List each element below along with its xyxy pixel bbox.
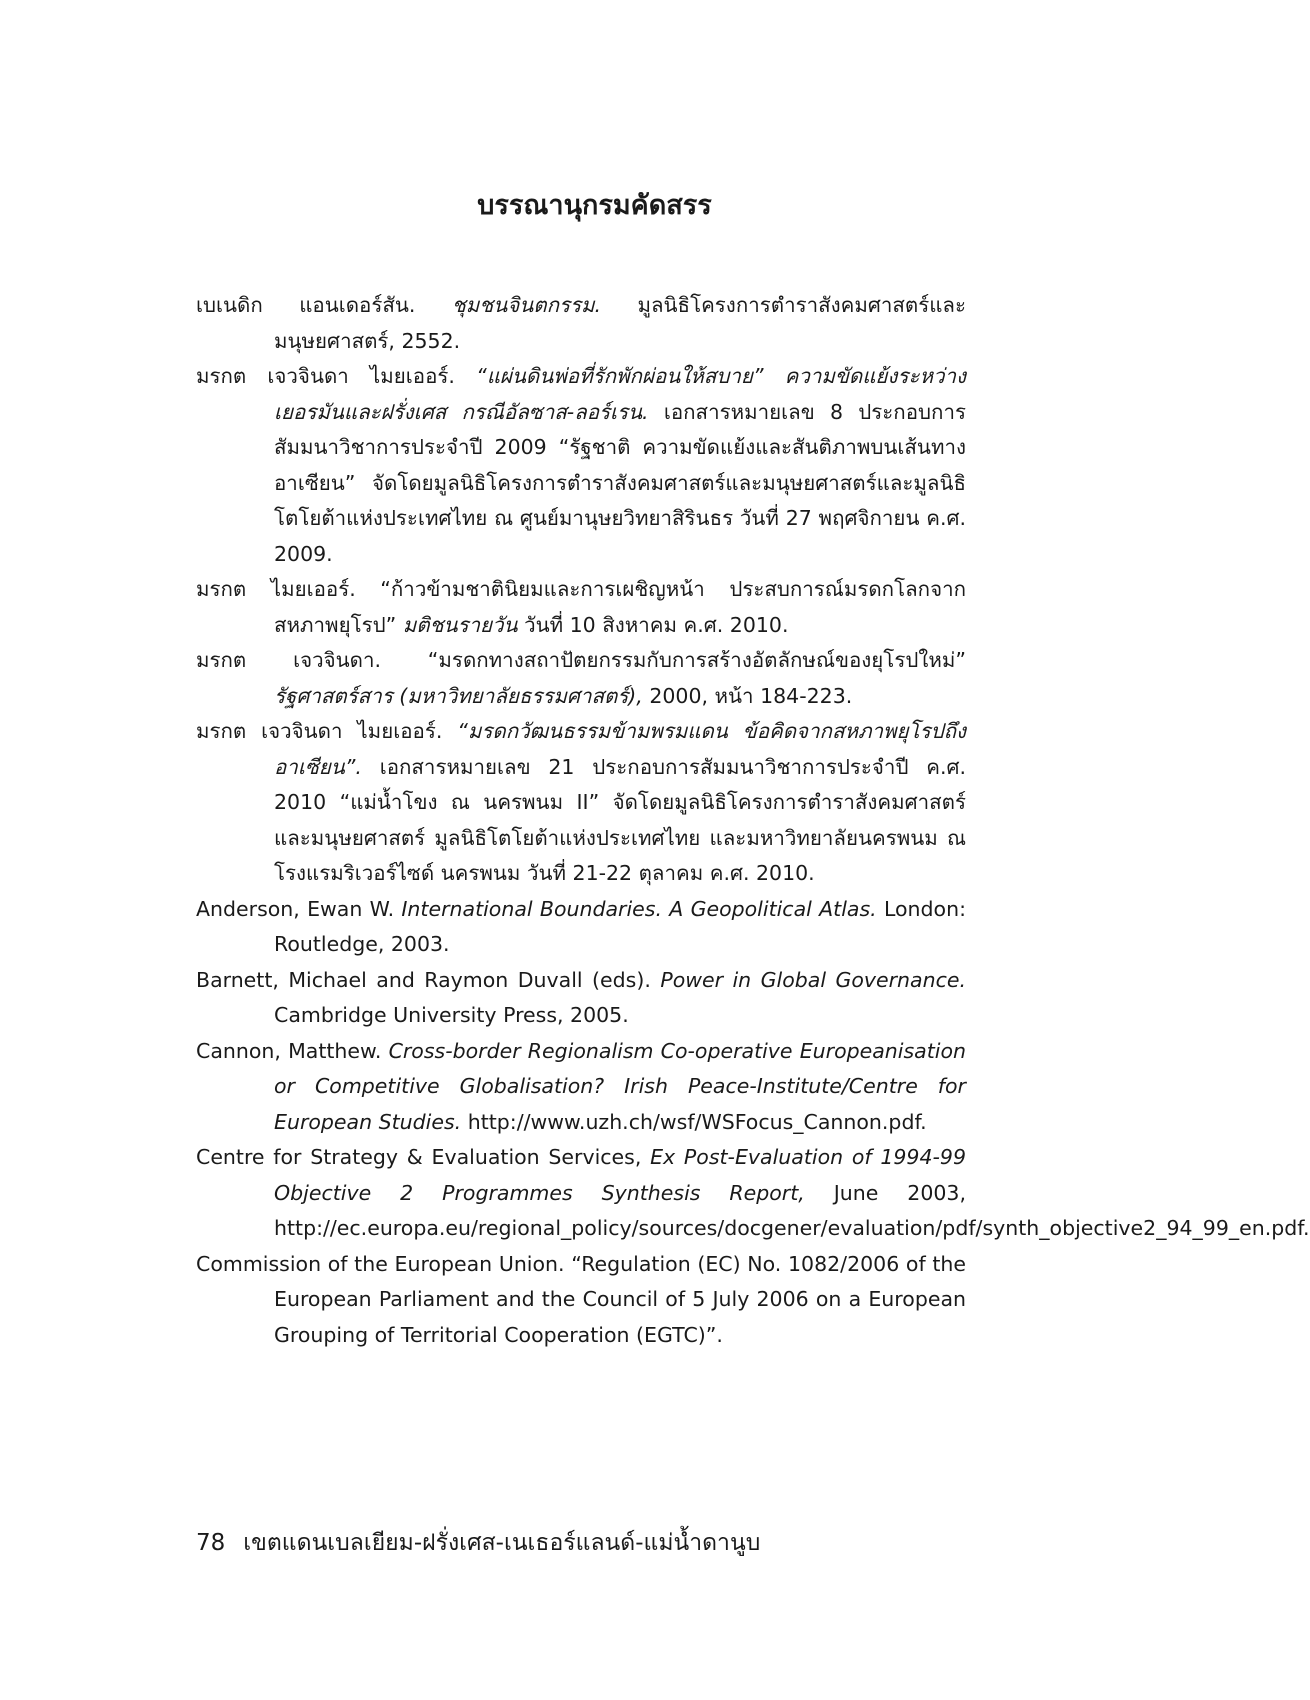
- entry-author: มรกต ไมยเออร์. “ก้าวข้ามชาตินิยมและการเผชิญหน้า ประสบการณ์มรดกโลกจากสหภาพยุโรป”: [196, 577, 966, 637]
- entry-details: เอกสารหมายเลข 8 ประกอบการสัมมนาวิชาการประจำปี 2009 “รัฐชาติ ความขัดแย้งและสันติภาพบนเส้นทางอาเซียน” จัดโดยมูลนิธิโครงการตำราสังคมศาสตร์และมนุษยศาสตร์และมูลนิธิโตโยต้าแห่งประเทศไทย ณ ศูนย์มานุษยวิทยาสิรินธร วันที่ 27 พฤศจิกายน ค.ศ. 2009.: [274, 399, 966, 566]
- bibliography-entry: [196, 714, 966, 892]
- bibliography-entry: [196, 1247, 966, 1354]
- entry-author: เบเนดิก แอนเดอร์สัน.: [196, 293, 452, 317]
- bibliography-entry: [196, 359, 966, 572]
- bibliography-entry: [196, 963, 966, 1034]
- entry-title: รัฐศาสตร์สาร (มหาวิทยาลัยธรรมศาสตร์),: [274, 683, 643, 708]
- page-footer: [196, 1525, 996, 1561]
- entry-title: International Boundaries. A Geopolitical Atlas.: [401, 896, 877, 921]
- page-title: บรรณานุกรมคัดสรร: [477, 190, 712, 221]
- entry-author: Centre for Strategy & Evaluation Services,: [196, 1145, 651, 1169]
- entry-author: Cannon, Matthew.: [196, 1038, 389, 1063]
- entry-author: Anderson, Ewan W.: [196, 896, 402, 921]
- entry-details: 2000, หน้า 184-223.: [642, 683, 853, 708]
- entry-author: มรกต เจวจินดา. “มรดกทางสถาปัตยกรรมกับการสร้างอัตลักษณ์ของยุโรปใหม่”: [196, 648, 966, 672]
- entry-title: Cross-border Regionalism Co-operative Europeanisation or Competitive Globalisation? Irish Peace-Institute/Centre for European Studies.: [274, 1038, 966, 1134]
- bibliography-entry: [196, 643, 966, 714]
- entry-details: เอกสารหมายเลข 21 ประกอบการสัมมนาวิชาการประจำปี ค.ศ. 2010 “แม่น้ำโขง ณ นครพนม II” จัดโดยมูลนิธิโครงการตำราสังคมศาสตร์และมนุษยศาสตร์ มูลนิธิโตโยต้าแห่งประเทศไทย และมหาวิทยาลัยนครพนม ณ โรงแรมริเวอร์ไซด์ นครพนม วันที่ 21-22 ตุลาคม ค.ศ. 2010.: [274, 754, 966, 885]
- running-title: เขตแดนเบลเยียม-ฝรั่งเศส-เนเธอร์แลนด์-แม่น้ำดานูบ: [243, 1530, 761, 1556]
- entry-details: London: Routledge, 2003.: [274, 896, 966, 956]
- entry-title: “มรดกวัฒนธรรมข้ามพรมแดน ข้อคิดจากสหภาพยุโรปถึงอาเซียน”.: [274, 719, 966, 779]
- entry-title: มติชนรายวัน: [402, 612, 518, 637]
- bibliography-entry: [196, 1034, 966, 1141]
- bibliography-entry: [196, 572, 966, 643]
- entry-details: Cambridge University Press, 2005.: [274, 1003, 629, 1027]
- entry-title: “แผ่นดินพ่อที่รักพักผ่อนให้สบาย” ความขัดแย้งระหว่างเยอรมันและฝรั่งเศส กรณีอัลซาส-ลอร์เรน.: [274, 364, 967, 424]
- bibliography-entry: [196, 288, 966, 359]
- bibliography-entry: [196, 1140, 1310, 1247]
- entry-title: Ex Post-Evaluation of 1994-99 Objective 2 Programmes Synthesis Report,: [274, 1145, 967, 1205]
- entry-author: Barnett, Michael and Raymon Duvall (eds).: [196, 967, 661, 992]
- entry-details: มูลนิธิโครงการตำราสังคมศาสตร์และมนุษยศาสตร์, 2552.: [274, 293, 966, 353]
- entry-title: Power in Global Governance.: [660, 967, 967, 992]
- bibliography-list: [196, 288, 1310, 1353]
- bibliography-entry: [196, 892, 966, 963]
- entry-author: มรกต เจวจินดา ไมยเออร์.: [196, 719, 458, 743]
- entry-details: June 2003, http://ec.europa.eu/regional_policy/sources/docgener/evaluation/pdf/synth_objective2_94_99_en.pdf.: [274, 1180, 1310, 1240]
- entry-details: วันที่ 10 สิงหาคม ค.ศ. 2010.: [517, 612, 789, 637]
- entry-title: ชุมชนจินตกรรม.: [451, 293, 602, 317]
- entry-author: Commission of the European Union. “Regulation (EC) No. 1082/2006 of the European Parliament and the Council of 5 July 2006 on a European Grouping of Territorial Cooperation (EGTC)”.: [196, 1251, 966, 1347]
- entry-author: มรกต เจวจินดา ไมยเออร์.: [196, 364, 477, 388]
- entry-details: http://www.uzh.ch/wsf/WSFocus_Cannon.pdf.: [461, 1109, 927, 1134]
- page-number: 78: [196, 1530, 226, 1556]
